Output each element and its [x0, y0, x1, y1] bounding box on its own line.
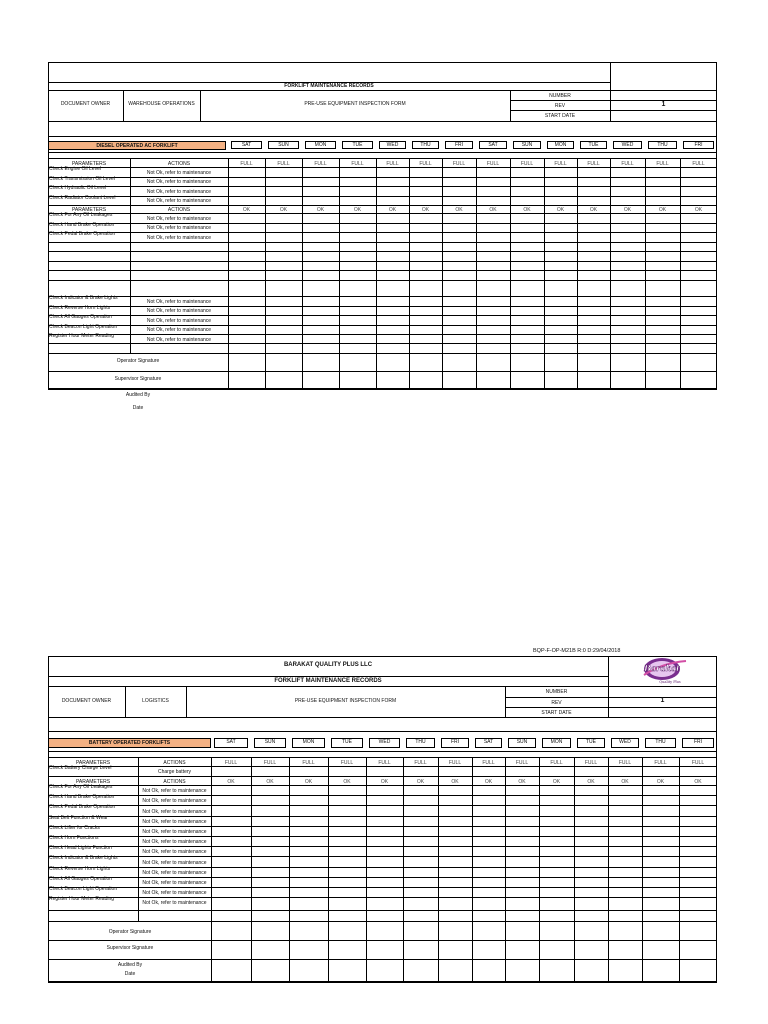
row-line — [48, 158, 717, 159]
action-label: Not Ok, refer to maintenance — [146, 169, 212, 176]
ok-label: OK — [279, 207, 288, 213]
rev-label: REV — [554, 103, 566, 109]
full-label: FULL — [554, 160, 567, 167]
full-label: FULL — [587, 160, 600, 167]
action-label: Not Ok, refer to maintenance — [146, 336, 212, 343]
row-line — [48, 196, 717, 197]
full-label: FULL — [656, 160, 669, 167]
day-header-sun: SUN — [268, 141, 299, 149]
full-label: FULL — [618, 759, 632, 766]
actions-header: ACTIONS — [163, 759, 186, 766]
column-line — [680, 158, 681, 389]
row-line — [48, 205, 717, 206]
full-label: FULL — [240, 160, 253, 167]
day-header-tue: TUE — [577, 738, 605, 748]
full-label: FULL — [351, 160, 364, 167]
row-line — [48, 213, 717, 214]
action-label: Not Ok, refer to maintenance — [142, 828, 207, 835]
ok-label: OK — [353, 207, 362, 213]
divider — [610, 62, 611, 121]
column-line — [438, 757, 439, 982]
ok-label: OK — [656, 778, 665, 785]
full-label: FULL — [378, 759, 391, 766]
ok-label: OK — [489, 207, 497, 213]
company-logo — [640, 655, 690, 685]
action-label: Not Ok, refer to maintenance — [146, 234, 212, 241]
column-line — [505, 757, 506, 982]
column-line — [645, 158, 646, 389]
ok-label: OK — [343, 778, 351, 785]
action-label: Not Ok, refer to maintenance — [142, 849, 207, 856]
action-label: Not Ok, refer to maintenance — [146, 215, 212, 222]
form-title: FORKLIFT MAINTENANCE RECORDS — [274, 678, 382, 684]
divider — [48, 90, 717, 91]
day-header-wed: WED — [613, 141, 642, 149]
ok-label: OK — [416, 778, 425, 785]
full-label: FULL — [452, 160, 466, 167]
divider — [48, 136, 717, 137]
day-header-sat: SAT — [475, 738, 502, 748]
row-line — [48, 270, 717, 271]
audited-by-label: Audited By — [117, 962, 143, 968]
ok-label: OK — [556, 207, 565, 213]
full-label: FULL — [448, 759, 462, 766]
row-line — [48, 846, 717, 847]
ok-label: OK — [227, 778, 235, 785]
row-line — [48, 887, 717, 888]
column-line — [403, 757, 404, 982]
parameter-label: Check Engine Oil Level — [49, 166, 101, 172]
full-label: FULL — [386, 160, 399, 167]
parameter-label: Check Horn Functions — [49, 835, 99, 841]
row-line — [48, 343, 717, 344]
operator-signature-label: Operator Signature — [116, 358, 160, 364]
full-label: FULL — [520, 160, 534, 167]
row-line — [48, 805, 717, 806]
day-header-mon: MON — [292, 738, 325, 748]
full-label: FULL — [340, 759, 354, 766]
day-header-thu: THU — [406, 738, 435, 748]
logo-text: Barakat — [644, 663, 680, 673]
row-line — [48, 251, 717, 252]
full-label: FULL — [654, 759, 667, 766]
action-label: Not Ok, refer to maintenance — [142, 900, 207, 907]
column-line — [376, 158, 377, 389]
day-header-tue: TUE — [342, 141, 373, 149]
parameters-header: PARAMETERS — [75, 778, 111, 785]
parameter-label: Check Lifter for Cracks — [49, 824, 100, 831]
document-code: BQP-F-OP-M21B R:0 D:29/04/2018 — [533, 648, 621, 654]
column-line — [539, 757, 540, 982]
parameter-label: Register Hour Meter Reading — [49, 896, 115, 903]
actions-header: ACTIONS — [167, 207, 191, 213]
document-owner-value: LOGISTICS — [142, 698, 169, 704]
start-date-label: START DATE — [541, 710, 572, 716]
parameters-header: PARAMETERS — [71, 207, 107, 213]
parameter-label: Check Reverse Horn Lights — [49, 304, 111, 311]
action-label: Not Ok, refer to maintenance — [146, 327, 212, 334]
row-line — [48, 371, 717, 372]
row-line — [48, 940, 717, 941]
row-line — [48, 334, 717, 335]
day-header-sat: SAT — [479, 141, 507, 149]
column-line — [366, 757, 367, 982]
day-header-wed: WED — [369, 738, 400, 748]
day-header-mon: MON — [547, 141, 574, 149]
ok-label: OK — [694, 207, 703, 213]
column-line — [251, 757, 252, 982]
action-label: Not Ok, refer to maintenance — [142, 890, 207, 897]
parameters-header: PARAMETERS — [75, 759, 111, 766]
parameter-label: Check For Any Oil Leakages — [49, 784, 113, 790]
ok-label: OK — [518, 778, 526, 785]
full-label: FULL — [692, 160, 705, 167]
full-label: FULL — [224, 759, 238, 766]
full-label: FULL — [550, 759, 563, 766]
audited-by-label: Audited By — [125, 392, 151, 398]
ok-label: OK — [484, 778, 493, 785]
document-owner-label: DOCUMENT OWNER — [60, 101, 111, 107]
action-label: Not Ok, refer to maintenance — [142, 859, 207, 866]
row-line — [48, 261, 717, 262]
row-line — [48, 826, 717, 827]
row-line — [48, 795, 717, 796]
parameter-label: Check Beacon Light Operation — [49, 323, 118, 330]
parameter-label: Check Battery Charge Level — [49, 765, 112, 771]
action-label: Not Ok, refer to maintenance — [142, 869, 207, 876]
column-line — [228, 158, 229, 389]
day-header-sun: SUN — [254, 738, 286, 748]
ok-label: OK — [242, 207, 251, 213]
day-header-thu: THU — [412, 141, 439, 149]
day-header-fri: FRI — [683, 141, 714, 149]
rev-value: 1 — [660, 697, 665, 704]
row-line — [48, 306, 717, 307]
day-header-sat: SAT — [231, 141, 262, 149]
form-name: PRE-USE EQUIPMENT INSPECTION FORM — [294, 698, 397, 704]
row-line — [48, 959, 717, 960]
ok-label: OK — [621, 778, 629, 785]
parameter-label: Check Hydraulic Oil Level — [49, 185, 107, 191]
column-line — [476, 158, 477, 389]
operator-signature-label: Operator Signature — [108, 929, 152, 935]
day-header-tue: TUE — [580, 141, 607, 149]
ok-label: OK — [658, 207, 667, 213]
column-line — [679, 757, 680, 982]
row-line — [48, 353, 717, 354]
row-line — [48, 897, 717, 898]
full-label: FULL — [302, 759, 315, 766]
row-line — [48, 816, 717, 817]
number-label: NUMBER — [545, 689, 568, 695]
row-line — [48, 280, 717, 281]
parameter-label: Check Hand Brake Operation — [49, 794, 115, 801]
divider — [48, 731, 717, 732]
actions-header: ACTIONS — [163, 778, 186, 785]
day-header-wed: WED — [379, 141, 406, 149]
column-line — [642, 757, 643, 982]
document-owner-label: DOCUMENT OWNER — [61, 698, 112, 704]
full-label: FULL — [314, 160, 327, 167]
ok-label: OK — [589, 207, 598, 213]
column-line — [328, 757, 329, 982]
row-line — [48, 867, 717, 868]
day-header-mon: MON — [305, 141, 336, 149]
action-label: Not Ok, refer to maintenance — [142, 879, 207, 886]
section-label: BATTERY OPERATED FORKLIFTS — [88, 740, 171, 746]
day-header-mon: MON — [542, 738, 571, 748]
section-label: DIESEL OPERATED AC FORKLIFT — [96, 143, 178, 149]
row-line — [48, 921, 717, 922]
action-label: Not Ok, refer to maintenance — [146, 188, 212, 195]
full-label: FULL — [277, 160, 290, 167]
row-line — [48, 315, 717, 316]
row-line — [48, 757, 717, 758]
day-header-sat: SAT — [214, 738, 248, 748]
ok-label: OK — [388, 207, 397, 213]
date-label: Date — [124, 971, 136, 977]
ok-label: OK — [623, 207, 632, 213]
column-line — [130, 158, 131, 353]
ok-label: OK — [523, 207, 531, 213]
supervisor-signature-label: Supervisor Signature — [106, 945, 154, 951]
divider — [48, 686, 717, 687]
date-label: Date — [132, 405, 144, 411]
row-line — [48, 232, 717, 233]
full-label: FULL — [414, 759, 427, 766]
row-line — [48, 325, 717, 326]
form-name: PRE-USE EQUIPMENT INSPECTION FORM — [304, 101, 406, 107]
column-line — [302, 158, 303, 389]
rev-label: REV — [551, 700, 562, 706]
row-line — [48, 766, 717, 767]
column-line — [409, 158, 410, 389]
full-label: FULL — [482, 759, 495, 766]
ok-label: OK — [380, 778, 389, 785]
start-date-label: START DATE — [544, 113, 576, 119]
supervisor-signature-label: Supervisor Signature — [114, 376, 162, 382]
row-line — [48, 167, 717, 168]
row-line — [48, 785, 717, 786]
rev-value: 1 — [661, 101, 666, 108]
column-line — [610, 158, 611, 389]
row-line — [48, 186, 717, 187]
divider — [48, 121, 717, 122]
day-header-sun: SUN — [513, 141, 541, 149]
ok-label: OK — [451, 778, 459, 785]
day-header-thu: THU — [645, 738, 676, 748]
parameter-label: Check Radiator Coolant Level — [49, 194, 116, 201]
day-header-fri: FRI — [682, 738, 714, 748]
row-line — [48, 910, 717, 911]
parameter-label: Check Pedal Brake Operation — [49, 804, 116, 811]
row-line — [48, 856, 717, 857]
column-line — [472, 757, 473, 982]
column-line — [442, 158, 443, 389]
row-line — [48, 177, 717, 178]
parameter-label: Check Head Lights Function — [49, 845, 112, 852]
action-label: Not Ok, refer to maintenance — [142, 818, 207, 825]
document-owner-value: WAREHOUSE OPERATIONS — [128, 101, 195, 107]
day-header-wed: WED — [611, 738, 639, 748]
divider — [505, 707, 717, 708]
row-line — [48, 877, 717, 878]
parameter-label: Check Beacon Light Operation — [49, 886, 118, 892]
parameters-header: PARAMETERS — [71, 160, 107, 167]
column-line — [339, 158, 340, 389]
full-label: FULL — [691, 759, 705, 766]
logo-graphic — [640, 655, 690, 685]
row-line — [48, 836, 717, 837]
company-name: BARAKAT QUALITY PLUS LLC — [283, 662, 373, 668]
action-label: Not Ok, refer to maintenance — [142, 788, 207, 795]
column-line — [289, 757, 290, 982]
row-line — [48, 296, 717, 297]
row-line — [48, 389, 717, 390]
parameter-label: Register Hour Meter Reading — [49, 333, 115, 339]
action-label: Not Ok, refer to maintenance — [146, 179, 212, 186]
number-label: NUMBER — [549, 93, 571, 99]
divider — [48, 717, 717, 718]
row-line — [48, 223, 717, 224]
column-line — [577, 158, 578, 389]
form-title: FORKLIFT MAINTENANCE RECORDS — [284, 83, 374, 89]
divider — [510, 110, 717, 111]
ok-label: OK — [552, 778, 561, 785]
ok-label: OK — [316, 207, 325, 213]
day-header-fri: FRI — [445, 141, 473, 149]
column-line — [574, 757, 575, 982]
row-line — [48, 982, 717, 983]
action-label: Not Ok, refer to maintenance — [142, 839, 207, 846]
ok-label: OK — [421, 207, 430, 213]
row-line — [48, 242, 717, 243]
logo-subtext: Quality Plus — [659, 680, 681, 684]
action-label: Not Ok, refer to maintenance — [146, 225, 212, 232]
parameter-label: Check Hand Brake Operation — [49, 221, 115, 228]
full-label: FULL — [515, 759, 529, 766]
action-label: Not Ok, refer to maintenance — [146, 308, 212, 315]
action-label: Charge battery — [157, 769, 192, 775]
ok-label: OK — [266, 778, 274, 785]
action-label: Not Ok, refer to maintenance — [146, 298, 212, 305]
parameter-label: Check All Gauges Operation — [49, 314, 113, 320]
column-line — [544, 158, 545, 389]
full-label: FULL — [621, 160, 634, 167]
ok-label: OK — [587, 778, 595, 785]
parameter-label: Seat Belt Function & Wear — [49, 814, 108, 821]
parameter-label: Check For Any Oil Leakages — [49, 212, 113, 218]
column-line — [510, 158, 511, 389]
day-header-tue: TUE — [331, 738, 363, 748]
ok-label: OK — [304, 778, 313, 785]
day-header-sun: SUN — [508, 738, 536, 748]
full-label: FULL — [584, 759, 598, 766]
ok-label: OK — [455, 207, 463, 213]
row-line — [48, 152, 717, 153]
full-label: FULL — [263, 759, 277, 766]
ok-label: OK — [694, 778, 702, 785]
row-line — [48, 751, 717, 752]
divider — [48, 676, 608, 677]
parameter-label: Check Reverse Horn Lights — [49, 865, 111, 872]
action-label: Not Ok, refer to maintenance — [142, 798, 207, 805]
column-line — [265, 158, 266, 389]
full-label: FULL — [419, 160, 432, 167]
parameter-label: Check Pedal Brake Operation — [49, 231, 116, 237]
actions-header: ACTIONS — [167, 160, 191, 167]
day-header-thu: THU — [648, 141, 677, 149]
action-label: Not Ok, refer to maintenance — [142, 808, 207, 815]
action-label: Not Ok, refer to maintenance — [146, 317, 212, 324]
parameter-label: Check Indicator & Brake Lights — [49, 855, 118, 862]
full-label: FULL — [486, 160, 500, 167]
column-line — [608, 757, 609, 982]
row-line — [48, 776, 717, 777]
parameter-label: Check All Gauges Operation — [49, 875, 113, 882]
action-label: Not Ok, refer to maintenance — [146, 198, 212, 205]
parameter-label: Check Transmission Oil Level — [49, 175, 115, 182]
day-header-fri: FRI — [441, 738, 469, 748]
divider — [510, 100, 717, 101]
parameter-label: Check Indicator & Brake Lights — [49, 295, 118, 301]
